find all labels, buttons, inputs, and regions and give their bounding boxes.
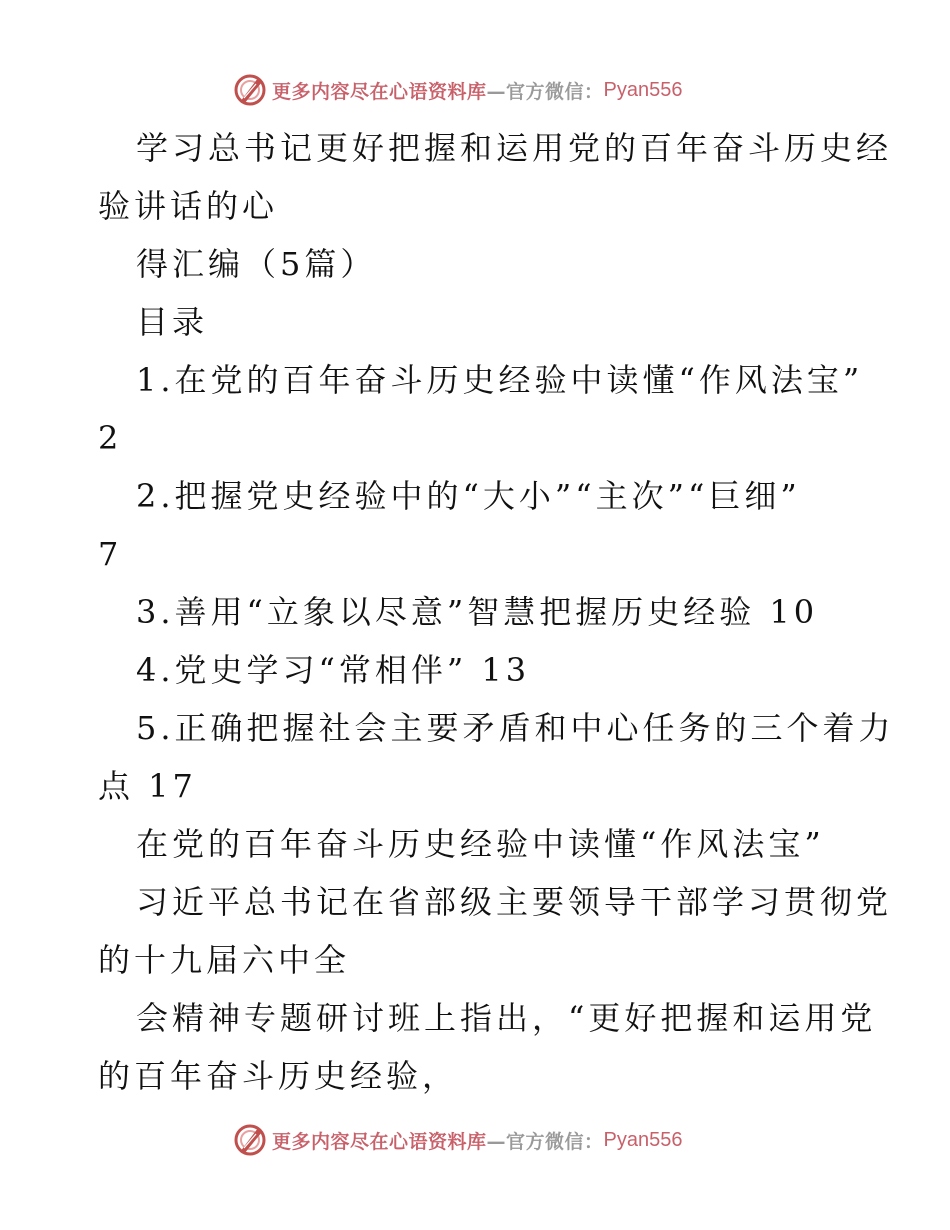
paragraph-line: 习近平总书记在省部级主要领导干部学习贯彻党 [136,883,893,921]
watermark-handle-text: Pyan556 [603,78,683,101]
toc-item-5: 5.正确把握社会主要矛盾和中心任务的三个着力 [136,709,895,747]
watermark-separator-text: —官方微信： [486,1130,604,1153]
toc-item-1: 1.在党的百年奋斗历史经验中读懂“作风法宝” [136,361,864,399]
toc-item-4: 4.党史学习“常相伴” 13 [136,651,531,689]
title-line-1: 学习总书记更好把握和运用党的百年奋斗历史经 [136,129,893,167]
title-line-3: 得汇编（5篇） [136,245,377,283]
toc-item-1-page: 2 [98,419,123,457]
paragraph-line: 会精神专题研讨班上指出，“更好把握和运用党 [136,999,877,1037]
toc-item-5-page: 点 17 [98,767,197,805]
section-heading: 在党的百年奋斗历史经验中读懂“作风法宝” [136,825,825,863]
watermark-separator-text: —官方微信： [486,80,604,103]
title-line-2: 验讲话的心 [98,187,279,225]
paragraph-line: 的百年奋斗历史经验， [98,1057,459,1095]
toc-item-3: 3.善用“立象以尽意”智慧把握历史经验 10 [136,593,819,631]
toc-item-2: 2.把握党史经验中的“大小”“主次”“巨细” [136,477,801,515]
document-body [98,119,895,1105]
quill-logo-icon [232,1122,268,1158]
quill-logo-icon [232,72,268,108]
watermark-site-text: 更多内容尽在心语资料库 [272,80,487,103]
toc-heading: 目录 [136,303,209,341]
toc-item-2-page: 7 [98,535,123,573]
watermark-site-text: 更多内容尽在心语资料库 [272,1130,487,1153]
watermark-handle-text: Pyan556 [603,1128,683,1151]
paragraph-line: 的十九届六中全 [98,941,351,979]
footer-watermark [232,1122,683,1158]
header-watermark [232,72,683,108]
